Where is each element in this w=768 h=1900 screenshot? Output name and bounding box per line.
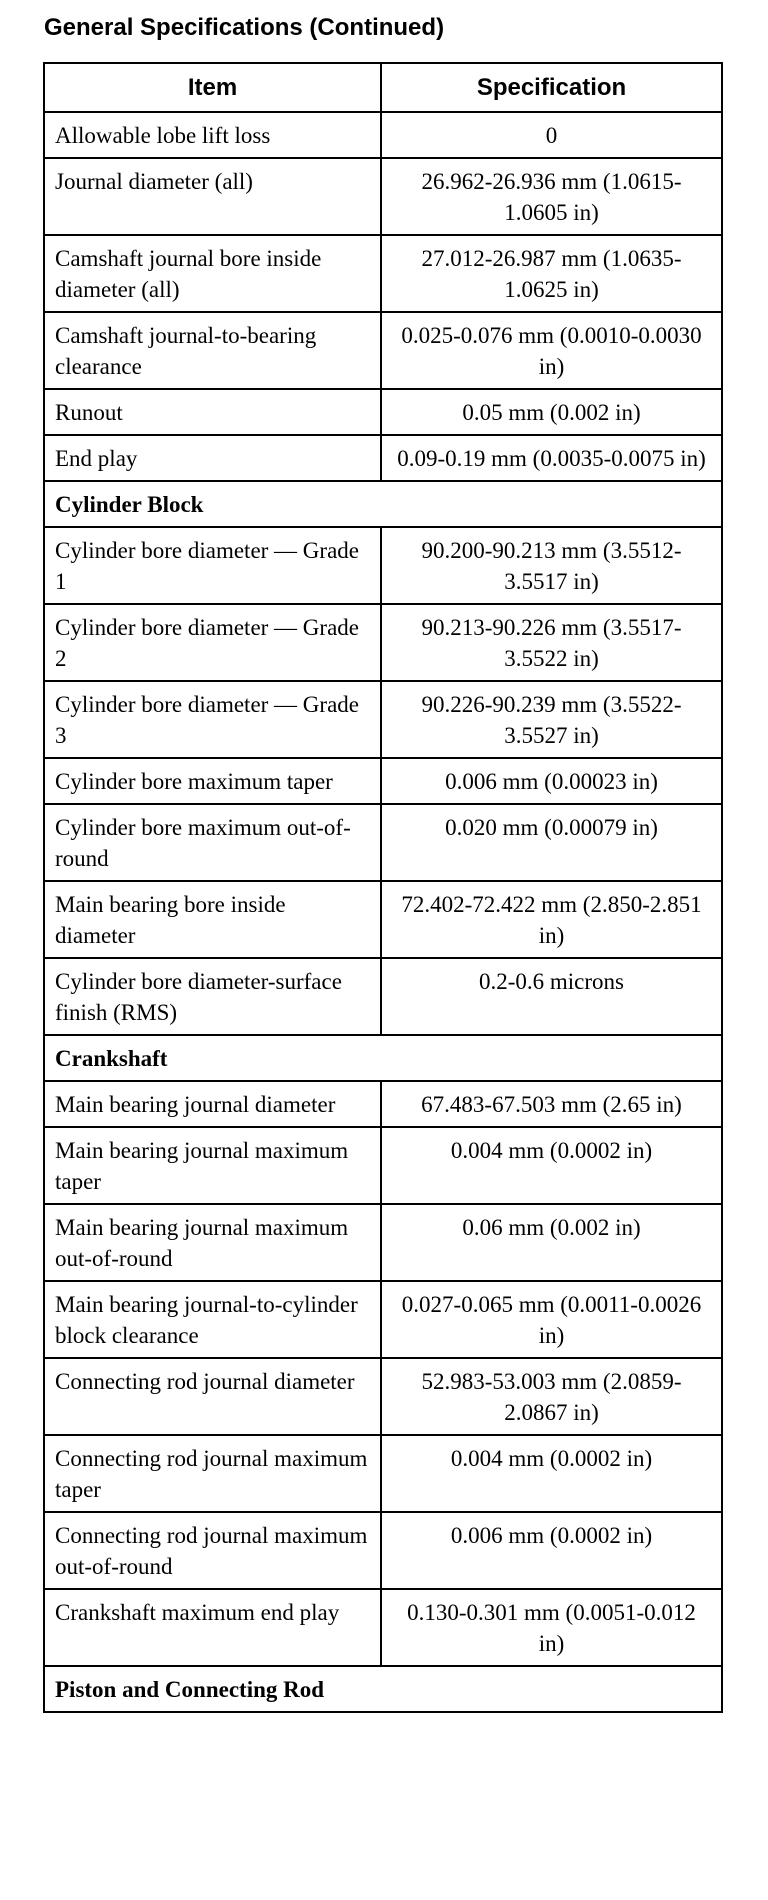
specification-cell: 0.006 mm (0.0002 in) bbox=[381, 1512, 722, 1589]
table-row bbox=[44, 1512, 722, 1589]
table-body bbox=[44, 112, 722, 1712]
table-row bbox=[44, 1204, 722, 1281]
item-cell: Cylinder bore maximum out-of-round bbox=[44, 804, 381, 881]
section-heading: Piston and Connecting Rod bbox=[44, 1666, 722, 1712]
section-row bbox=[44, 1035, 722, 1081]
specifications-table bbox=[43, 62, 723, 1713]
table-row bbox=[44, 758, 722, 804]
table-header-row bbox=[44, 63, 722, 112]
specification-cell: 52.983-53.003 mm (2.0859-2.0867 in) bbox=[381, 1358, 722, 1435]
specification-cell: 72.402-72.422 mm (2.850-2.851 in) bbox=[381, 881, 722, 958]
table-row bbox=[44, 312, 722, 389]
table-row bbox=[44, 389, 722, 435]
section-row bbox=[44, 481, 722, 527]
item-cell: Cylinder bore diameter — Grade 3 bbox=[44, 681, 381, 758]
specification-cell: 90.213-90.226 mm (3.5517-3.5522 in) bbox=[381, 604, 722, 681]
item-cell: Main bearing bore inside diameter bbox=[44, 881, 381, 958]
table-row bbox=[44, 158, 722, 235]
specification-cell: 0.006 mm (0.00023 in) bbox=[381, 758, 722, 804]
specification-cell: 90.200-90.213 mm (3.5512-3.5517 in) bbox=[381, 527, 722, 604]
table-row bbox=[44, 1127, 722, 1204]
specification-cell: 0.020 mm (0.00079 in) bbox=[381, 804, 722, 881]
item-cell: Main bearing journal diameter bbox=[44, 1081, 381, 1127]
item-cell: Allowable lobe lift loss bbox=[44, 112, 381, 158]
specification-cell: 0.05 mm (0.002 in) bbox=[381, 389, 722, 435]
page-title: General Specifications (Continued) bbox=[44, 14, 445, 41]
specification-cell: 90.226-90.239 mm (3.5522-3.5527 in) bbox=[381, 681, 722, 758]
table-row bbox=[44, 681, 722, 758]
table-row bbox=[44, 1358, 722, 1435]
section-row bbox=[44, 1666, 722, 1712]
table-row bbox=[44, 1589, 722, 1666]
item-cell: Main bearing journal maximum taper bbox=[44, 1127, 381, 1204]
item-cell: Connecting rod journal maximum out-of-round bbox=[44, 1512, 381, 1589]
section-heading: Crankshaft bbox=[44, 1035, 722, 1081]
table-row bbox=[44, 804, 722, 881]
item-cell: Crankshaft maximum end play bbox=[44, 1589, 381, 1666]
item-cell: Camshaft journal bore inside diameter (all) bbox=[44, 235, 381, 312]
table-row bbox=[44, 881, 722, 958]
table-row bbox=[44, 1435, 722, 1512]
specification-cell: 0.130-0.301 mm (0.0051-0.012 in) bbox=[381, 1589, 722, 1666]
item-cell: Cylinder bore diameter — Grade 1 bbox=[44, 527, 381, 604]
table-row bbox=[44, 435, 722, 481]
item-cell: Cylinder bore maximum taper bbox=[44, 758, 381, 804]
specification-cell: 0 bbox=[381, 112, 722, 158]
table-row bbox=[44, 1081, 722, 1127]
table-row bbox=[44, 235, 722, 312]
specification-cell: 0.06 mm (0.002 in) bbox=[381, 1204, 722, 1281]
specification-cell: 27.012-26.987 mm (1.0635-1.0625 in) bbox=[381, 235, 722, 312]
item-cell: Cylinder bore diameter-surface finish (RMS) bbox=[44, 958, 381, 1035]
item-cell: Camshaft journal-to-bearing clearance bbox=[44, 312, 381, 389]
item-cell: Main bearing journal maximum out-of-round bbox=[44, 1204, 381, 1281]
column-header-specification: Specification bbox=[381, 63, 722, 112]
table-row bbox=[44, 958, 722, 1035]
specification-cell: 0.027-0.065 mm (0.0011-0.0026 in) bbox=[381, 1281, 722, 1358]
specification-cell: 0.2-0.6 microns bbox=[381, 958, 722, 1035]
column-header-item: Item bbox=[44, 63, 381, 112]
table-row bbox=[44, 604, 722, 681]
item-cell: Runout bbox=[44, 389, 381, 435]
section-heading: Cylinder Block bbox=[44, 481, 722, 527]
item-cell: Connecting rod journal diameter bbox=[44, 1358, 381, 1435]
specification-cell: 0.004 mm (0.0002 in) bbox=[381, 1435, 722, 1512]
item-cell: End play bbox=[44, 435, 381, 481]
specification-cell: 0.025-0.076 mm (0.0010-0.0030 in) bbox=[381, 312, 722, 389]
item-cell: Main bearing journal-to-cylinder block clearance bbox=[44, 1281, 381, 1358]
item-cell: Cylinder bore diameter — Grade 2 bbox=[44, 604, 381, 681]
table-row bbox=[44, 112, 722, 158]
specification-cell: 0.09-0.19 mm (0.0035-0.0075 in) bbox=[381, 435, 722, 481]
item-cell: Journal diameter (all) bbox=[44, 158, 381, 235]
specification-cell: 26.962-26.936 mm (1.0615-1.0605 in) bbox=[381, 158, 722, 235]
table-row bbox=[44, 1281, 722, 1358]
specification-cell: 0.004 mm (0.0002 in) bbox=[381, 1127, 722, 1204]
table-row bbox=[44, 527, 722, 604]
specification-cell: 67.483-67.503 mm (2.65 in) bbox=[381, 1081, 722, 1127]
item-cell: Connecting rod journal maximum taper bbox=[44, 1435, 381, 1512]
